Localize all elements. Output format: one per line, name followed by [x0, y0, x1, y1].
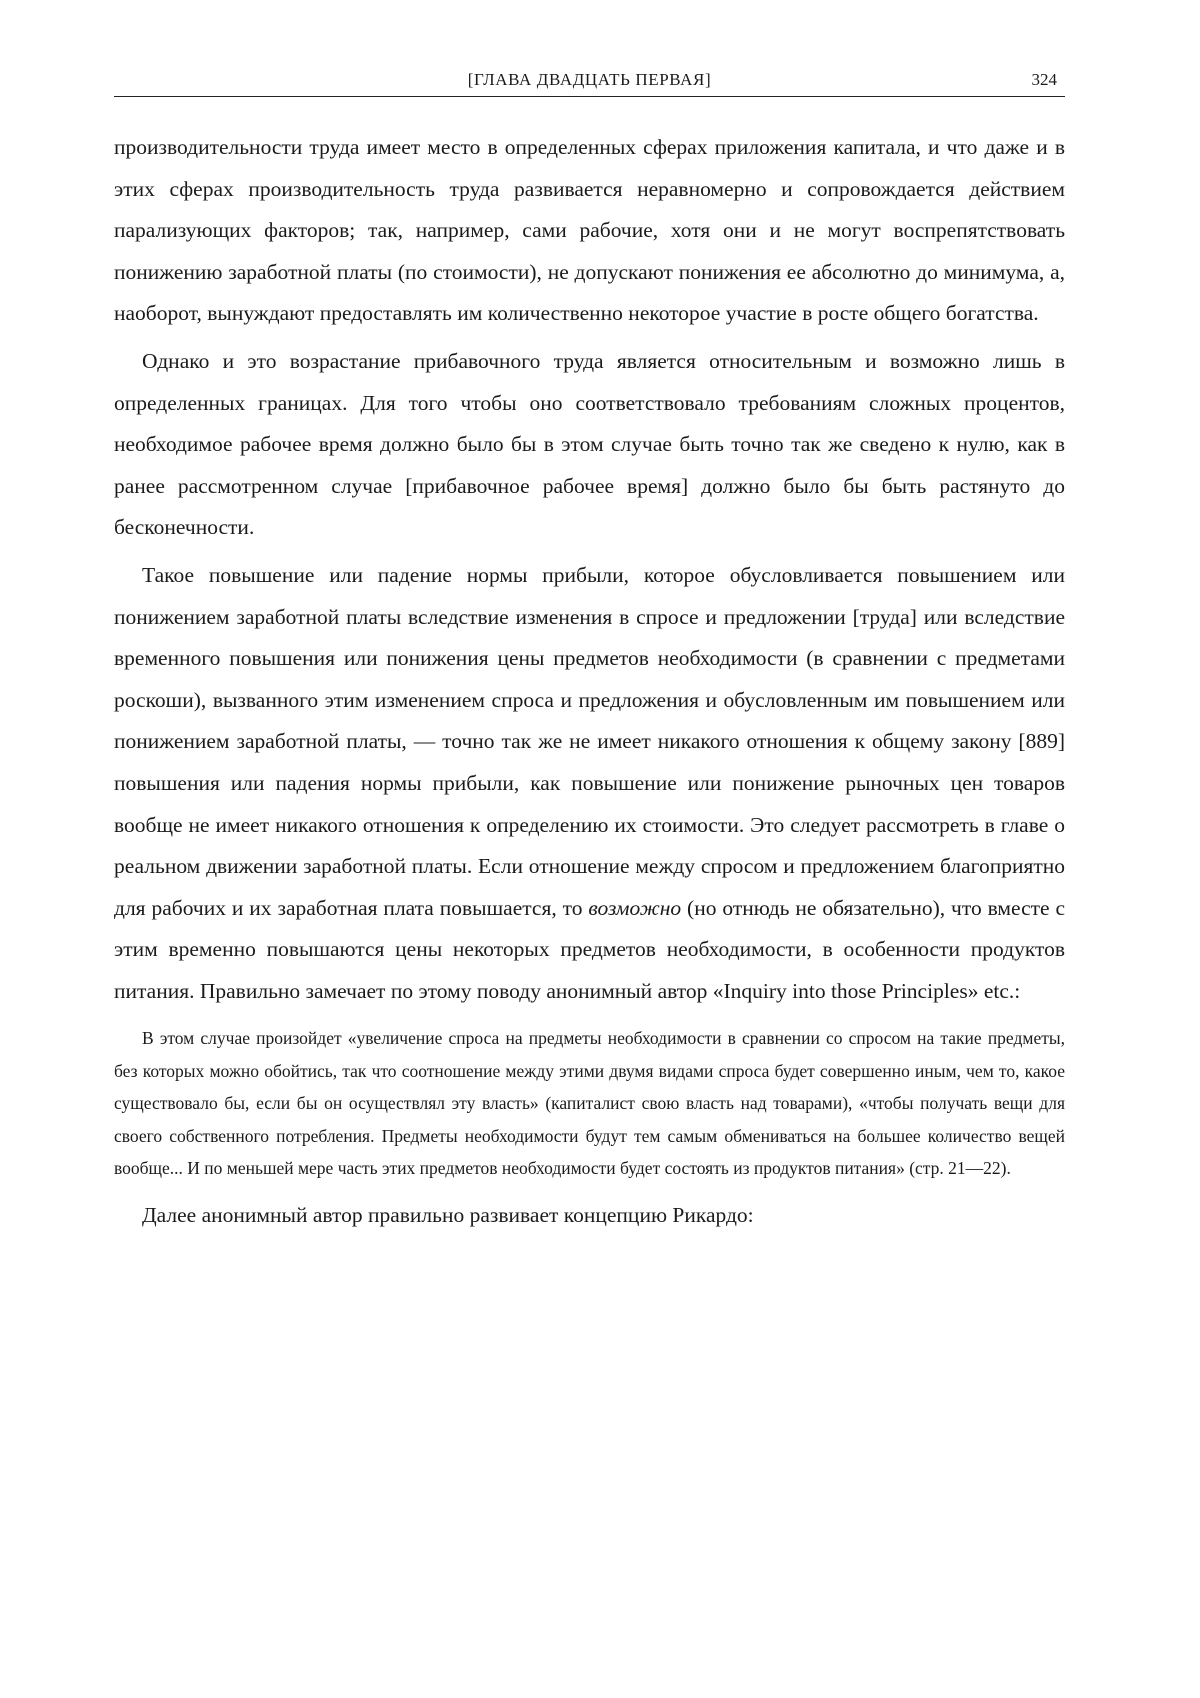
running-header — [114, 64, 1065, 97]
closing-paragraph: Далее анонимный автор правильно развивает концепцию Рикардо: — [142, 1202, 754, 1227]
paragraph-text: Такое повышение или падение нормы прибыли, которое обусловливается повышением или понижением заработной платы вследствие изменения в спросе и предложении [труда] или вследствие временного повышения или понижения цены предметов необходимости (в сравнении с предметами роскоши), вызванного этим изменением спроса и предложения и обусловленным им повышением или понижением заработной платы, — точно так же не имеет никакого отношения к общему закону [889] повышения или падения нормы прибыли, как повышение или понижение рыночных цен товаров вообще не имеет никакого отношения к определению их стоимости. Это следует рассмотреть в главе о реальном движении заработной платы. Если отношение между спросом и предложением благоприятно для рабочих и их заработная плата повышается, то — [114, 562, 1065, 920]
document-page — [114, 64, 1065, 1237]
paragraph: Однако и это возрастание прибавочного труда является относительным и возможно лишь в определенных границах. Для того чтобы оно соответствовало требованиям сложных процентов, необходимое рабочее время должно было бы в этом случае быть точно так же сведено к нулю, как в ранее рассмотренном случае [прибавочное рабочее время] должно было бы быть растянуто до бесконечности. — [114, 348, 1065, 540]
paragraph — [114, 555, 1065, 1013]
page-number: 324 — [1031, 70, 1057, 89]
paragraph-continued: производительности труда имеет место в определенных сферах приложения капитала, и что даже и в этих сферах производительность труда развивается неравномерно и сопровождается действием парализующих факторов; так, например, сами рабочие, хотя они и не могут воспрепятствовать понижению заработной платы (по стоимости), не допускают понижения ее абсолютно до минимума, а, наоборот, вынуждают предоставлять им количественно некоторое участие в росте общего богатства. — [114, 135, 1065, 326]
chapter-heading: [ГЛАВА ДВАДЦАТЬ ПЕРВАЯ] — [467, 70, 712, 89]
body-text — [114, 127, 1065, 1012]
block-quote: В этом случае произойдет «увеличение спроса на предметы необходимости в сравнении со спросом на такие предметы, без которых можно обойтись, так что соотношение между этими двумя видами спроса будет совершенно иным, чем то, какое существовало бы, если бы он осуществлял эту власть» (капиталист свою власть над товарами), «чтобы получать вещи для своего собственного потребления. Предметы необходимости будут тем самым обмениваться на большее количество вещей вообще... И по меньшей мере часть этих предметов необходимости будет состоять из продуктов питания» (стр. 21—22). — [114, 1028, 1065, 1179]
paragraph-text: (но отнюдь не обязательно), что вместе с этим временно повышаются цены некоторых предметов необходимости, в особенности продуктов питания. Правильно замечает по этому поводу анонимный автор «Inquiry into those Principles» etc.: — [114, 895, 1066, 1003]
emphasis-text: возможно — [588, 895, 682, 920]
